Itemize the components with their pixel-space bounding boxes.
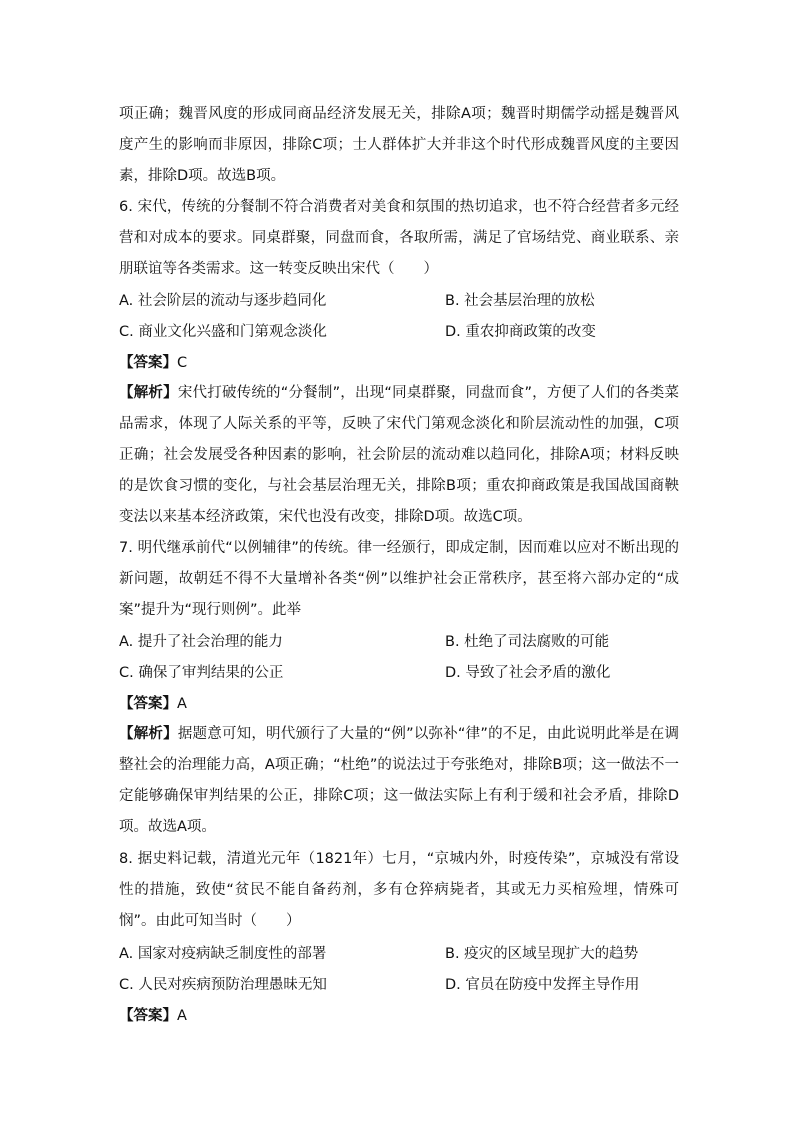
- answer-value: A: [177, 1008, 187, 1024]
- question-6-analysis: [119, 378, 679, 533]
- question-8-answer: [119, 1006, 187, 1026]
- question-8-option-c: C. 人民对疾病预防治理愚昧无知: [119, 977, 327, 993]
- question-8-stem: 8. 据史料记载，清道光元年（1821年）七月，“京城内外，时疫传染”，京城没有常设性的措施，致使“贫民不能自备药剂，多有仓猝病毙者，其或无力买棺殓埋，情殊可悯”。由此可知当时（ ）: [119, 851, 679, 929]
- answer-value: C: [177, 355, 188, 371]
- analysis-tag: 【解析】: [119, 385, 178, 401]
- analysis-text: 据题意可知，明代颁行了大量的“例”以弥补“律”的不足，由此说明此举是在调整社会的治理能力高，A项正确；“杜绝”的说法过于夸张绝对，排除B项；这一做法不一定能够确保审判结果的公正，排除C项；这一做法实际上有利于缓和社会矛盾，排除D项。故选A项。: [119, 726, 680, 835]
- question-8-option-a: A. 国家对疫病缺乏制度性的部署: [119, 946, 327, 962]
- question-6-option-a: A. 社会阶层的流动与逐步趋同化: [119, 293, 327, 309]
- answer-tag: 【答案】: [119, 355, 177, 371]
- answer-tag: 【答案】: [119, 1008, 177, 1024]
- question-7-analysis: [119, 719, 679, 843]
- question-7-option-a: A. 提升了社会治理的能力: [119, 634, 283, 650]
- question-7-option-b: B. 杜绝了司法腐败的可能: [445, 634, 610, 650]
- analysis-text: 宋代打破传统的“分餐制”，出现“同桌群聚，同盘而食”，方便了人们的各类菜品需求，体现了人际关系的平等，反映了宋代门第观念淡化和阶层流动性的加强，C项正确；社会发展受各种因素的影响，社会阶层的流动难以趋同化，排除A项；材料反映的是饮食习惯的变化，与社会基层治理无关，排除B项；重农抑商政策是我国战国商鞅变法以来基本经济政策，宋代也没有改变，排除D项。故选C项。: [119, 385, 680, 525]
- question-7-stem: 7. 明代继承前代“以例辅律”的传统。律一经颁行，即成定制，因而难以应对不断出现的新问题，故朝廷不得不大量增补各类“例”以维护社会正常秩序，甚至将六部办定的“成案”提升为“现行则例”。此举: [119, 540, 679, 618]
- question-8-option-d: D. 官员在防疫中发挥主导作用: [445, 977, 640, 993]
- intro-paragraph: 项正确；魏晋风度的形成同商品经济发展无关，排除A项；魏晋时期儒学动摇是魏晋风度产生的影响而非原因，排除C项；士人群体扩大并非这个时代形成魏晋风度的主要因素，排除D项。故选B项。: [119, 106, 679, 184]
- question-7-option-c: C. 确保了审判结果的公正: [119, 665, 284, 681]
- question-6-option-c: C. 商业文化兴盛和门第观念淡化: [119, 324, 327, 340]
- analysis-tag: 【解析】: [119, 726, 178, 742]
- answer-tag: 【答案】: [119, 696, 177, 712]
- question-6-stem: 6. 宋代，传统的分餐制不符合消费者对美食和氛围的热切追求，也不符合经营者多元经营和对成本的要求。同桌群聚，同盘而食，各取所需，满足了官场结党、商业联系、亲朋联谊等各类需求。这一转变反映出宋代（ ）: [119, 199, 679, 277]
- question-6-answer: [119, 353, 187, 373]
- question-7-answer: [119, 694, 187, 714]
- question-6-option-d: D. 重农抑商政策的改变: [445, 324, 596, 340]
- question-7-option-d: D. 导致了社会矛盾的激化: [445, 665, 611, 681]
- answer-value: A: [177, 696, 187, 712]
- question-8-option-b: B. 疫灾的区域呈现扩大的趋势: [445, 946, 639, 962]
- question-6-option-b: B. 社会基层治理的放松: [445, 293, 595, 309]
